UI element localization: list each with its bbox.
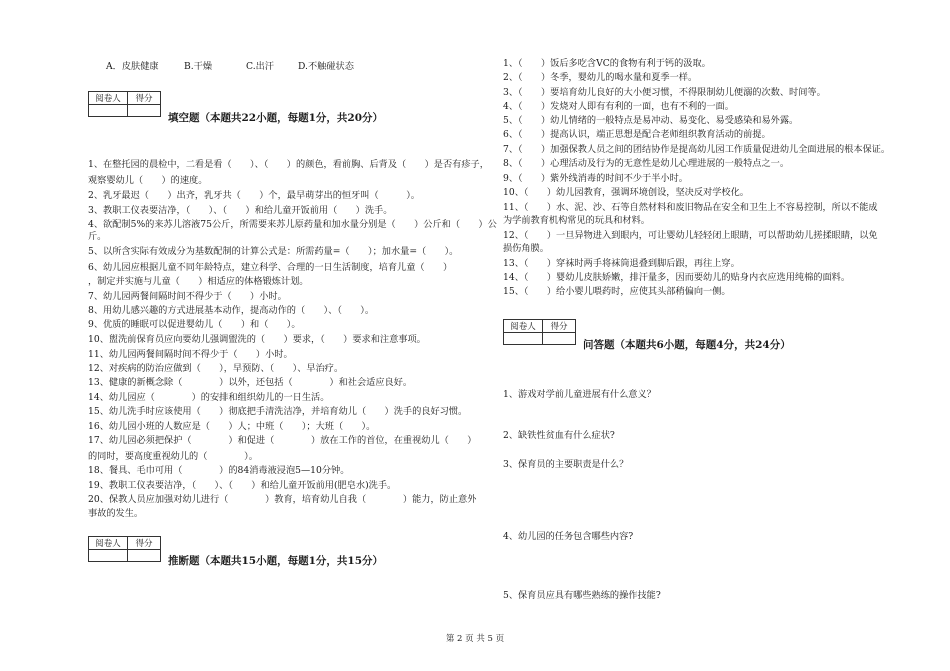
judge-section-title: 推断题（本题共15小题，每题1分，共15分） bbox=[168, 555, 384, 567]
qa-question: 5、保育员应具有哪些熟练的操作技能? bbox=[503, 590, 661, 601]
fill-question-line: 1、在整托园的晨检中，二看是看（ ）、（ ）的颜色，看前胸、后背及（ ）是否有疹子， bbox=[88, 159, 489, 170]
fill-question-line: 7、幼儿园两餐间隔时间不得少于（ ）小时。 bbox=[88, 291, 287, 302]
page-footer: 第 2 页 共 5 页 bbox=[445, 634, 505, 644]
score-label: 得分 bbox=[543, 320, 576, 333]
judge-question-line: 7、（ ）加强保教人员之间的团结协作是提高幼儿园工作质量促进幼儿全面进展的根本保证。 bbox=[503, 144, 891, 155]
fill-question-line: 5、以所含实际有效成分为基数配制的计算公式是：所需药量=（ ）；加水量=（ ）。 bbox=[88, 246, 459, 257]
mc-option-d: D.不触碰状态 bbox=[298, 61, 354, 72]
fill-question-line: 14、幼儿园应（ ）的安排和组织幼儿的一日生活。 bbox=[88, 392, 330, 403]
qa-question: 1、游戏对学前儿童进展有什么意义？ bbox=[503, 389, 656, 400]
fill-question-line: 斤。 bbox=[88, 231, 107, 242]
reviewer-cell bbox=[89, 550, 128, 562]
fill-question-line: 20、保教人员应加强对幼儿进行（ ）教育，培育幼儿自我（ ）能力，防止意外 bbox=[88, 494, 477, 505]
judge-question-line: 5、（ ）幼儿情绪的一般特点是易冲动、易变化、易受感染和易外露。 bbox=[503, 115, 799, 126]
fill-question-line: 16、幼儿园小班的人数应是（ ）人；中班（ ）；大班（ ）。 bbox=[88, 421, 376, 432]
fill-question-line: 18、餐具、毛巾可用（ ）的84消毒液浸泡5—10分钟。 bbox=[88, 465, 350, 476]
fill-question-line: 事故的发生。 bbox=[88, 508, 144, 519]
fill-question-line: 9、优质的睡眠可以促进婴幼儿（ ）和（ ）。 bbox=[88, 319, 301, 330]
mc-option-c: C.出汗 bbox=[246, 61, 274, 72]
score-cell bbox=[128, 550, 161, 562]
judge-question-line: 13、（ ）穿袜时两手将袜筒退叠到脚后跟，再往上穿。 bbox=[503, 258, 740, 269]
reviewer-cell bbox=[504, 333, 543, 345]
score-box-judge bbox=[88, 536, 161, 562]
judge-question-line: 12、（ ）一旦异物进入到眼内，可让婴幼儿轻轻闭上眼睛，可以帮助幼儿搓揉眼睛，以免 bbox=[503, 230, 878, 241]
fill-question-line: 17、幼儿园必须把保护（ ）和促进（ ）放在工作的首位，在重视幼儿（ ） bbox=[88, 435, 477, 446]
fill-question-line: 的同时，要高度重视幼儿的（ ）。 bbox=[88, 451, 258, 462]
judge-question-line: 6、（ ）提高认识，端正思想是配合老师组织教育活动的前提。 bbox=[503, 129, 771, 140]
reviewer-label: 阅卷人 bbox=[89, 537, 128, 550]
score-box-qa bbox=[503, 319, 576, 345]
qa-question: 4、幼儿园的任务包含哪些内容? bbox=[503, 531, 634, 542]
judge-question-line: 损伤角膜。 bbox=[503, 243, 549, 254]
judge-question-line: 为学前教育机构常见的玩具和材料。 bbox=[503, 215, 650, 226]
judge-question-line: 2、（ ）冬季，婴幼儿的喝水量和夏季一样。 bbox=[503, 72, 698, 83]
judge-question-line: 15、（ ）给小婴儿喂药时，应使其头部稍偏向一侧。 bbox=[503, 286, 731, 297]
fill-question-line: 10、盥洗前保育员应向要幼儿强调盥洗的（ ）要求，（ ）要求和注意事项。 bbox=[88, 334, 426, 345]
mc-option-b: B.干燥 bbox=[184, 61, 213, 72]
fill-question-line: 观察婴幼儿（ ）的速度。 bbox=[88, 175, 208, 186]
judge-question-line: 8、（ ）心理活动及行为的无意性是幼儿心理进展的一般特点之一。 bbox=[503, 158, 790, 169]
reviewer-cell bbox=[89, 105, 128, 117]
fill-question-line: 15、幼儿洗手时应该使用（ ）彻底把手清洗洁净，并培育幼儿（ ）洗手的良好习惯。 bbox=[88, 406, 468, 417]
score-cell bbox=[543, 333, 576, 345]
judge-question-line: 9、（ ）紫外线消毒的时间不少于半小时。 bbox=[503, 173, 688, 184]
judge-question-line: 10、（ ）幼儿园教育，强调环境创设，坚决反对学校化。 bbox=[503, 187, 749, 198]
fill-question-line: 11、幼儿园两餐间隔时间不得少于（ ）小时。 bbox=[88, 349, 293, 360]
fill-question-line: 13、健康的新概念除（ ）以外，还包括（ ）和社会适应良好。 bbox=[88, 377, 413, 388]
fill-question-line: ，制定并实施与儿童（ ）相适应的体格锻炼计划。 bbox=[88, 276, 309, 287]
fill-question-line: 8、用幼儿感兴趣的方式进展基本动作，提高动作的（ ）、（ ）。 bbox=[88, 305, 375, 316]
judge-question-line: 14、（ ）婴幼儿皮肤娇嫩，排汗量多，因而要幼儿的贴身内衣应选用纯棉的面料。 bbox=[503, 272, 851, 283]
judge-question-line: 4、（ ）发烧对人即有有利的一面，也有不利的一面。 bbox=[503, 101, 734, 112]
mc-option-a: A．皮肤健康 bbox=[106, 61, 159, 72]
fill-question-line: 6、幼儿园应根据儿童不同年龄特点，建立科学、合理的一日生活制度，培育儿童（ ） bbox=[88, 262, 453, 273]
fill-question-line: 4、欲配制5%的来苏儿溶液75公斤，所需要来苏儿原药量和加水量分别是（ ）公斤和（ ）公 bbox=[88, 219, 497, 230]
reviewer-label: 阅卷人 bbox=[504, 320, 543, 333]
qa-question: 3、保育员的主要职责是什么？ bbox=[503, 459, 629, 470]
fill-question-line: 3、教职工仪表要洁净，（ ）、（ ）和给儿童开饭前用（ ）洗手。 bbox=[88, 205, 393, 216]
fill-question-line: 12、对疾病的防治应做到（ ），早预防、（ ）、早治疗。 bbox=[88, 363, 344, 374]
qa-question: 2、缺铁性贫血有什么症状? bbox=[503, 430, 615, 441]
score-cell bbox=[128, 105, 161, 117]
fill-question-line: 19、教职工仪表要洁净，（ ）、（ ）和给儿童开饭前用(肥皂水)洗手。 bbox=[88, 480, 397, 491]
qa-section-title: 问答题（本题共6小题，每题4分，共24分） bbox=[583, 339, 791, 351]
score-box-fill bbox=[88, 91, 161, 117]
judge-question-line: 1、（ ）饭后多吃含VC的食物有利于钙的汲取。 bbox=[503, 58, 711, 69]
judge-question-line: 3、（ ）要培育幼儿良好的大小便习惯，不得限制幼儿便溺的次数、时间等。 bbox=[503, 87, 826, 98]
reviewer-label: 阅卷人 bbox=[89, 92, 128, 105]
judge-question-line: 11、（ ）水、泥、沙、石等自然材料和废旧物品在安全和卫生上不容易控制，所以不能成 bbox=[503, 202, 878, 213]
score-label: 得分 bbox=[128, 537, 161, 550]
fill-question-line: 2、乳牙最迟（ ）出齐，乳牙共（ ）个，最早萌芽出的恒牙叫（ ）。 bbox=[88, 190, 420, 201]
fill-section-title: 填空题（本题共22小题，每题1分，共20分） bbox=[168, 112, 384, 124]
score-label: 得分 bbox=[128, 92, 161, 105]
